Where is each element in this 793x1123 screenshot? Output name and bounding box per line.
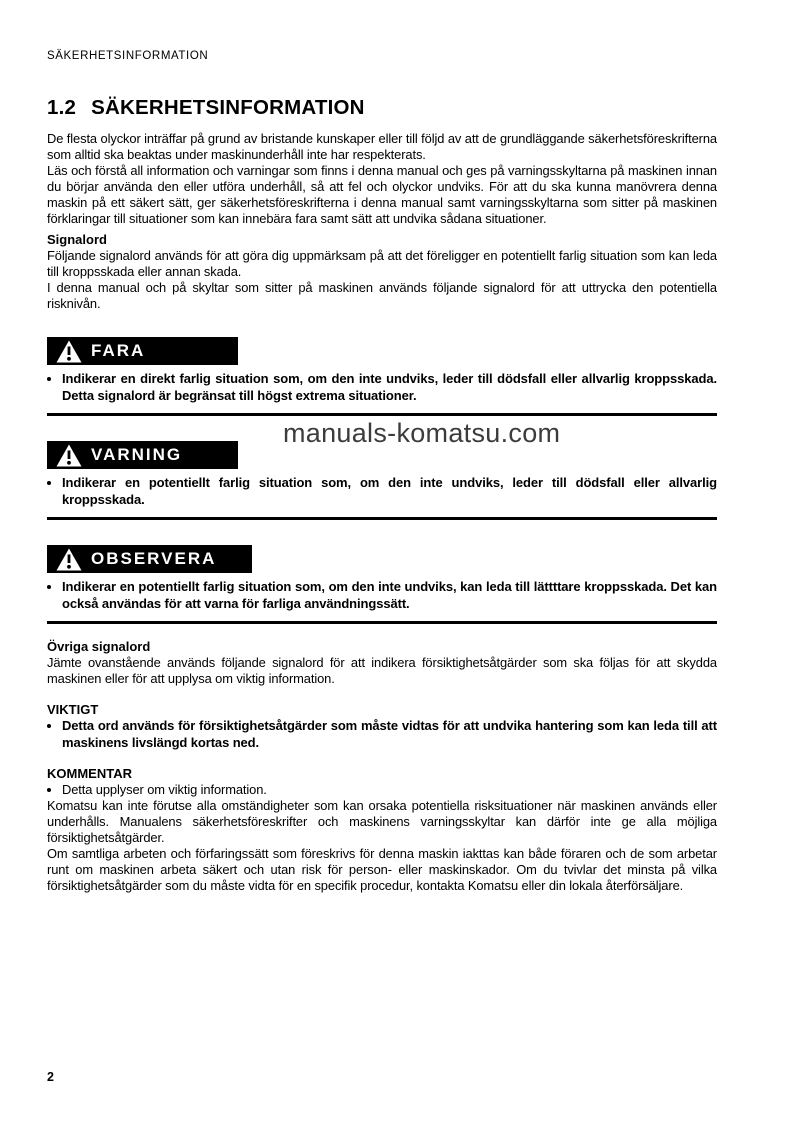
observera-banner [47, 545, 252, 573]
warning-box-varning [47, 441, 717, 520]
viktigt-text: • Detta ord används för försiktighetsåtgärder som måste vidtas för att undvika hantering som kan leda till att maskinens livslängd kortas ned. [62, 718, 717, 751]
warning-triangle-icon [56, 444, 82, 467]
warning-triangle-icon [56, 340, 82, 363]
varning-label: VARNING [91, 445, 183, 464]
warning-box-fara [47, 337, 717, 416]
divider [47, 621, 717, 624]
signalord-paragraph-1: Följande signalord används för att göra dig uppmärksam på att det föreligger en potentiellt farlig situation som kan leda till kroppsskada eller annan skada. [47, 248, 717, 279]
section-number: 1.2 [47, 96, 77, 119]
varning-text: • Indikerar en potentiellt farlig situation som, om den inte undviks, leder till dödsfall eller allvarlig kroppsskada. [62, 475, 717, 508]
running-header: SÄKERHETSINFORMATION [47, 50, 209, 62]
page-number: 2 [47, 1070, 54, 1084]
page-content [47, 0, 717, 894]
signalord-heading: Signalord [47, 232, 107, 247]
fara-label: FARA [91, 341, 146, 360]
divider [47, 517, 717, 520]
closing-paragraph-2: Om samtliga arbeten och förfaringssätt som föreskrivs för denna maskin iakttas kan både föraren och de som arbetar runt om maskinen arbeta säkert och utan risk för person- eller maskinskador. Om du tvivlar det minsta på vilka försiktighetsåtgärder som du måste vidta för en specifik procedur, kontakta Komatsu eller din lokala återförsäljare. [47, 846, 717, 893]
watermark-text: manuals-komatsu.com [283, 418, 561, 448]
warning-box-observera [47, 545, 717, 624]
intro-paragraph-1: De flesta olyckor inträffar på grund av bristande kunskaper eller till följd av att de grundläggande säkerhetsföreskrifterna som alltid ska beaktas under maskinunderhåll inte har respekterats. [47, 131, 717, 162]
divider [47, 413, 717, 416]
closing-paragraph-1: Komatsu kan inte förutse alla omständigheter som kan orsaka potentiella risksituationer när maskinen används eller underhålls. Manualens säkerhetsföreskrifter och maskinens varningsskyltar kan därför inte ge alla möjliga försiktighetsåtgärder. [47, 798, 717, 845]
viktigt-heading: VIKTIGT [47, 702, 99, 717]
section-title [47, 96, 717, 120]
ovriga-signalord-heading: Övriga signalord [47, 639, 151, 654]
kommentar-heading: KOMMENTAR [47, 766, 132, 781]
fara-banner [47, 337, 238, 365]
warning-triangle-icon [56, 548, 82, 571]
varning-banner [47, 441, 238, 469]
observera-label: OBSERVERA [91, 549, 217, 568]
fara-text: • Indikerar en direkt farlig situation som, om den inte undviks, leder till dödsfall eller allvarlig kroppsskada. Detta signalord är begränsat till högst extrema situationer. [62, 371, 717, 404]
intro-paragraph-2: Läs och förstå all information och varningar som finns i denna manual och ges på varningsskyltarna på maskinen innan du börjar använda den eller utföra underhåll, så att fel och olyckor undviks. För att du ska kunna manövrera denna maskin på ett säkert sätt, ger säkerhetsföreskrifterna i denna manual samt varningsskyltarna som sitter på maskinen förklaringar till situationer som kan innebära fara samt sätt att undvika sådana situationer. [47, 163, 717, 226]
ovriga-signalord-text: Jämte ovanstående används följande signalord för att indikera försiktighetsåtgärder som ska följas för att skydda maskinen eller för att upplysa om viktig information. [47, 655, 717, 686]
section-title-text: SÄKERHETSINFORMATION [91, 96, 365, 119]
kommentar-text: • Detta upplyser om viktig information. [62, 782, 717, 798]
signalord-paragraph-2: I denna manual och på skyltar som sitter på maskinen används följande signalord för att uttrycka den potentiella risknivån. [47, 280, 717, 311]
observera-text: • Indikerar en potentiellt farlig situation som, om den inte undviks, kan leda till lättttare kroppsskada. Det kan också användas för att varna för farliga användningssätt. [62, 579, 717, 612]
